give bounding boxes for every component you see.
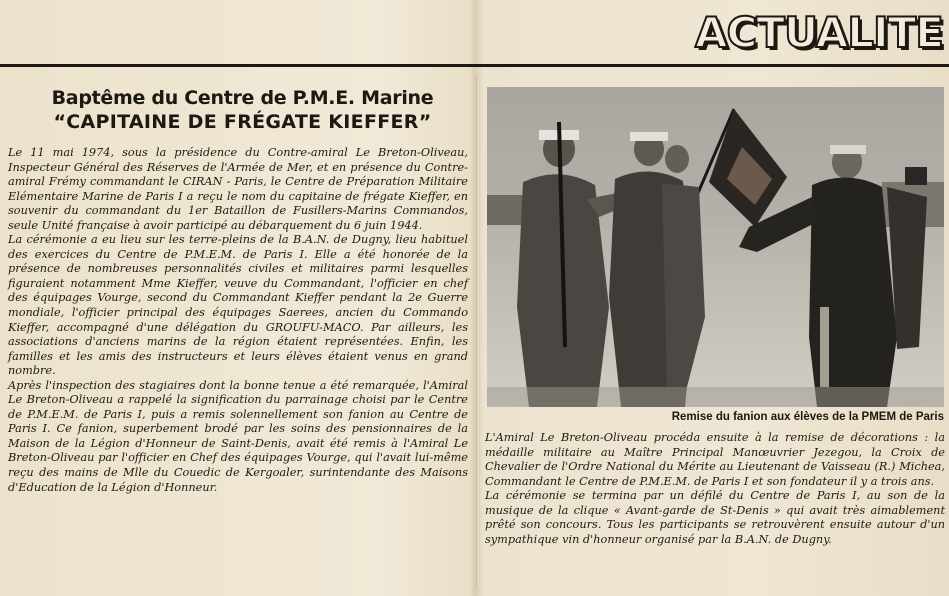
article-paragraph: La cérémonie se termina par un défilé du Centre de Paris I, au son de la musique de la clique « Avant-garde de St-Denis » qui avait très aimablement prêté son concours. Tous les participants se retrouvèrent ensuite autour d'un sympathique vin d'honneur organisé par la B.A.N. de Dugny.	[485, 489, 945, 546]
article-column-left	[8, 146, 468, 495]
photo-caption: Remise du fanion aux élèves de la PMEM de Paris	[671, 411, 944, 423]
photo-illustration	[487, 87, 944, 407]
headline-line-1: Baptême du Centre de P.M.E. Marine	[51, 87, 434, 109]
article-paragraph: L'Amiral Le Breton-Oliveau procéda ensuite à la remise de décorations : la médaille militaire au Maître Principal Manœuvrier Jezegou, la Croix de Chevalier de l'Ordre National du Mérite au Lieutenant de Vaisseau (R.) Michea, Commandant le Centre de P.M.E.M. de Paris I et son fondateur il y a trois ans.	[485, 431, 945, 488]
header-rule	[0, 64, 949, 67]
article-paragraph: La cérémonie a eu lieu sur les terre-pleins de la B.A.N. de Dugny, lieu habituel des exercices du Centre de P.M.E.M. de Paris I. Elle a été honorée de la présence de nombreuses personnalités civiles et militaires parmi lesquelles figuraient notamment Mme Kieffer, veuve du Commandant, l'officier en chef des équipages Vourge, second du Commandant Kieffer pendant la 2e Guerre mondiale, l'officier principal des équipages Saerees, ancien du Commando Kieffer, accompagné d'une délégation du GROUFU-MACO. Par ailleurs, les associations d'anciens marins de la région étaient représentées. Enfin, les familles et les amis des instructeurs et leurs élèves étaient venus en grand nombre.	[8, 233, 468, 378]
headline-line-2: “CAPITAINE DE FRÉGATE KIEFFER”	[53, 111, 432, 133]
article-paragraph: Après l'inspection des stagiaires dont la bonne tenue a été remarquée, l'Amiral Le Breton-Oliveau a rappelé la signification du parrainage choisi par le Centre de P.M.E.M. de Paris I, puis a remis solennellement son fanion au Centre de Paris I. Ce fanion, superbement brodé par les soins des pensionnaires de la Maison de la Légion d'Honneur de Saint-Denis, avait été remis à l'Amiral Le Breton-Oliveau par l'officier en Chef des équipages Vourge, qui l'avait lui-même reçu des mains de Mlle du Couedic de Kergoaler, surintendante des Maisons d'Education de la Légion d'Honneur.	[8, 378, 468, 494]
article-headline	[10, 86, 475, 134]
article-paragraph: Le 11 mai 1974, sous la présidence du Contre-amiral Le Breton-Oliveau, Inspecteur Général des Réserves de l'Armée de Mer, et en présence du Contre-amiral Frémy commandant le CIRAN - Paris, le Centre de Préparation Militaire Elémentaire Marine de Paris I a reçu le nom du capitaine de frégate Kieffer, en souvenir du commandant du 1er Bataillon de Fusillers-Marins Commandos, seule Unité française à avoir participé au débarquement du 6 juin 1944.	[8, 146, 468, 232]
ceremony-photo	[487, 87, 944, 407]
section-title: ACTUALITE	[694, 8, 943, 57]
article-column-right	[485, 431, 945, 547]
column-gutter	[476, 75, 477, 590]
